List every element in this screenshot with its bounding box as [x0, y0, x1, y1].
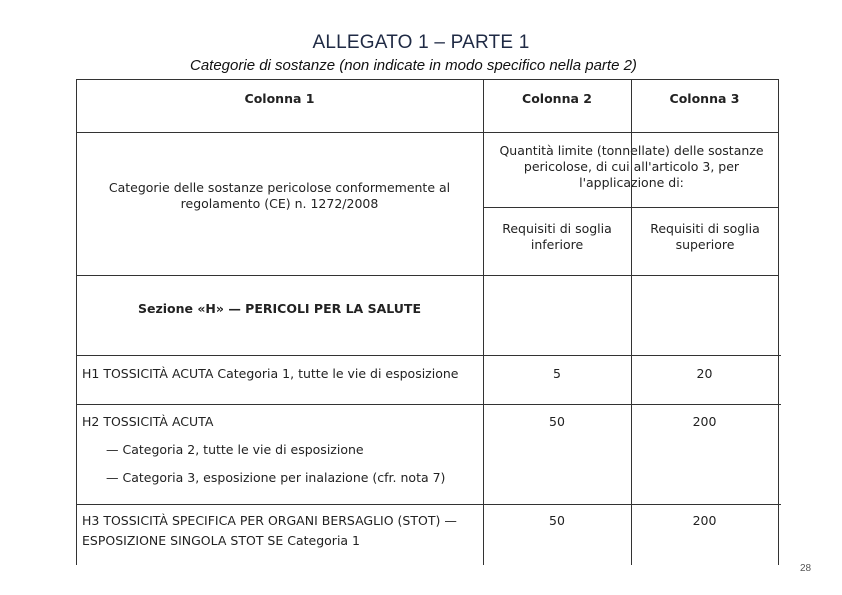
column-3-header: Colonna 3 — [669, 91, 740, 106]
page-subtitle: Categorie di sostanze (non indicate in modo specifico nella parte 2) — [190, 57, 637, 74]
row-h2-upper: 200 — [692, 414, 717, 429]
table-rule-h1 — [76, 404, 781, 405]
row-h3-lower: 50 — [549, 513, 565, 528]
categories-description: Categorie delle sostanze pericolose conformemente al regolamento (CE) n. 1272/2008 — [108, 180, 451, 211]
section-h-heading: Sezione «H» — PERICOLI PER LA SALUTE — [138, 301, 421, 316]
table-divider-col2 — [483, 79, 484, 565]
table-border-right — [778, 79, 779, 565]
row-h1-upper: 20 — [696, 366, 713, 381]
row-h3-label-line1: H3 TOSSICITÀ SPECIFICA PER ORGANI BERSAGLIO (STOT) — — [82, 513, 457, 528]
table-rule-h2 — [76, 504, 781, 505]
lower-threshold-header: Requisiti di soglia inferiore — [502, 221, 612, 252]
page-number: 28 — [800, 563, 812, 574]
table-rule-limit — [483, 207, 779, 208]
table-rule-categories — [76, 275, 779, 276]
table-border-top — [76, 79, 779, 80]
page-title: ALLEGATO 1 – PARTE 1 — [312, 32, 530, 53]
row-h2-lower: 50 — [549, 414, 565, 429]
upper-threshold-header: Requisiti di soglia superiore — [650, 221, 760, 252]
row-h2-sub2: — Categoria 3, esposizione per inalazione (cfr. nota 7) — [106, 470, 446, 485]
row-h2-label: H2 TOSSICITÀ ACUTA — [82, 414, 214, 429]
row-h1-lower: 5 — [553, 366, 561, 381]
table-rule-header — [76, 132, 779, 133]
column-2-header: Colonna 2 — [522, 91, 592, 106]
limit-quantities-description: Quantità limite (tonnellate) delle sostanze pericolose, di cui all'articolo 3, per l'applicazione di: — [499, 143, 764, 190]
row-h3-upper: 200 — [692, 513, 717, 528]
table-border-left — [76, 79, 77, 565]
row-h2-sub1: — Categoria 2, tutte le vie di esposizione — [106, 442, 364, 457]
row-h1-label: H1 TOSSICITÀ ACUTA Categoria 1, tutte le vie di esposizione — [82, 366, 459, 381]
categories-table — [76, 79, 781, 565]
table-rule-section — [76, 355, 781, 356]
column-1-header: Colonna 1 — [244, 91, 315, 106]
row-h3-label-line2: ESPOSIZIONE SINGOLA STOT SE Categoria 1 — [82, 533, 360, 548]
